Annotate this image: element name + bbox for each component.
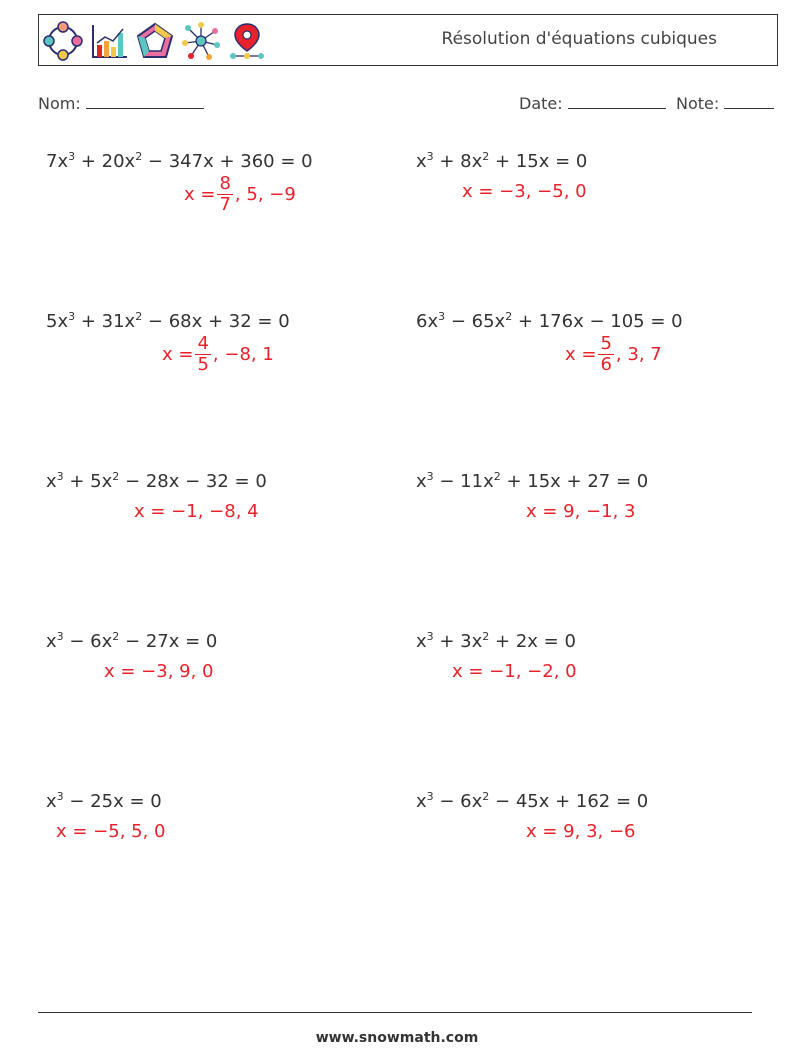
answer-6: x = 9, −1, 3	[526, 501, 636, 522]
date-field	[519, 94, 666, 113]
answer-10: x = 9, 3, −6	[526, 821, 636, 842]
fraction: $\frac{4}{5}$	[197, 333, 209, 375]
pentagon-icon	[135, 21, 175, 61]
date-label: Date:	[519, 94, 563, 113]
answer-9: x = −5, 5, 0	[56, 821, 166, 842]
note-line	[724, 94, 774, 109]
equation-7: $x^3 - 6x^2 - 27x = 0$	[46, 630, 218, 652]
equation-8: $x^3 + 3x^2 + 2x = 0$	[416, 630, 576, 652]
footer-divider	[38, 1012, 752, 1013]
fraction: $\frac{5}{6}$	[600, 333, 612, 375]
answer-5: x = −1, −8, 4	[134, 501, 259, 522]
note-label: Note:	[676, 94, 720, 113]
name-field	[38, 94, 204, 113]
equation-2: $x^3 + 8x^2 + 15x = 0$	[416, 150, 588, 172]
equation-1: $7x^3 + 20x^2 - 347x + 360 = 0$	[46, 150, 313, 172]
equation-10: $x^3 - 6x^2 - 45x + 162 = 0$	[416, 790, 649, 812]
worksheet-header	[38, 14, 778, 66]
people-cycle-icon	[43, 21, 83, 61]
date-line	[568, 94, 666, 109]
answer-3: x = $\frac{4}{5}$ , −8, 1	[162, 333, 274, 375]
equation-6: $x^3 - 11x^2 + 15x + 27 = 0$	[416, 470, 649, 492]
name-label: Nom:	[38, 94, 81, 113]
footer-url[interactable]: www.snowmath.com	[315, 1030, 479, 1046]
answer-8: x = −1, −2, 0	[452, 661, 577, 682]
answer-2: x = −3, −5, 0	[462, 181, 587, 202]
note-field	[676, 94, 774, 113]
equation-5: $x^3 + 5x^2 - 28x - 32 = 0$	[46, 470, 267, 492]
fraction: $\frac{8}{7}$	[219, 173, 231, 215]
answer-7: x = −3, 9, 0	[104, 661, 214, 682]
name-line	[86, 94, 204, 109]
equation-9: $x^3 - 25x = 0$	[46, 790, 162, 812]
equation-4: $6x^3 - 65x^2 + 176x - 105 = 0$	[416, 310, 683, 332]
answer-1: x = $\frac{8}{7}$ , 5, −9	[184, 173, 296, 215]
location-pin-icon	[227, 21, 267, 61]
bar-chart-icon	[89, 21, 129, 61]
equation-3: $5x^3 + 31x^2 - 68x + 32 = 0$	[46, 310, 290, 332]
answer-4: x = $\frac{5}{6}$ , 3, 7	[565, 333, 662, 375]
network-icon	[181, 21, 221, 61]
header-icons	[43, 19, 267, 63]
worksheet-title: Résolution d'équations cubiques	[441, 29, 717, 49]
